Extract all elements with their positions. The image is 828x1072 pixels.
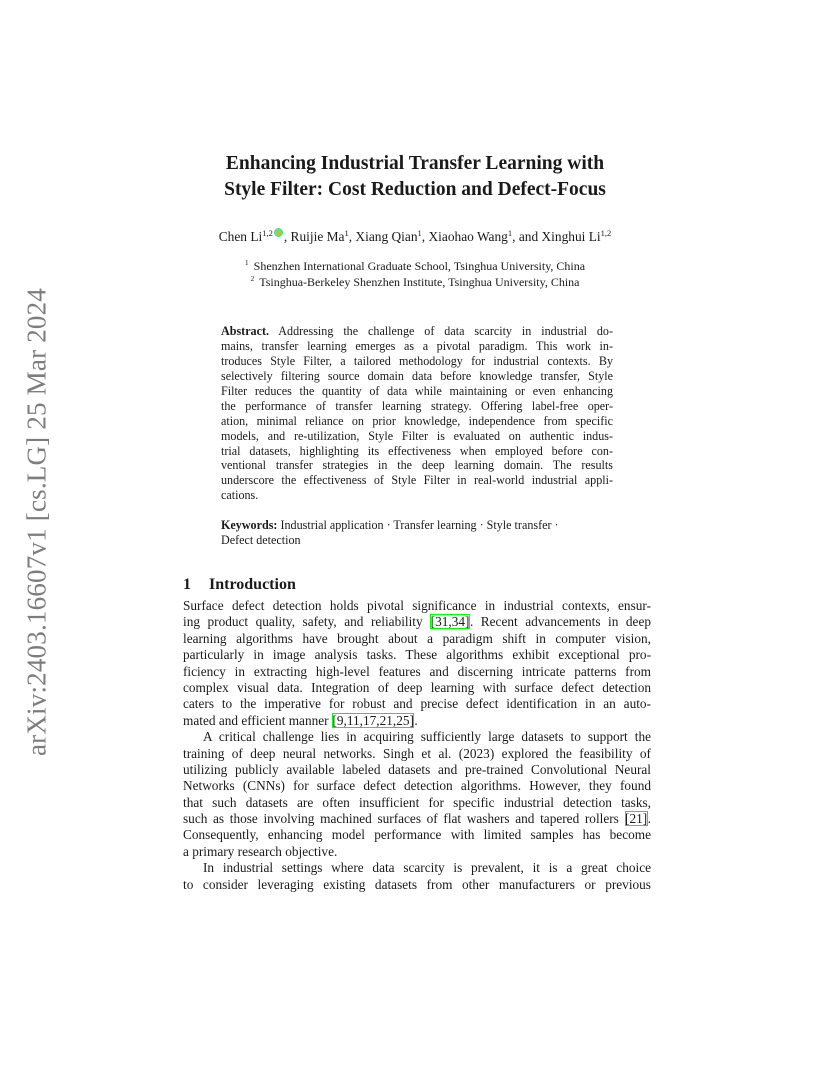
orcid-icon[interactable] — [274, 228, 283, 237]
body-line: a primary research objective. — [183, 843, 338, 859]
section-number: 1 — [183, 576, 191, 593]
body-line — [183, 811, 651, 827]
abstract-line: trial datasets, highlighting its effectiveness when employed before con- — [221, 443, 613, 458]
body-text-run: . Recent advancements in deep — [469, 614, 651, 630]
body-line: ficiency in extracting high-level features and discerning intricate patterns from — [183, 663, 651, 679]
author-affil-mark: 1,2 — [262, 228, 273, 238]
body-line — [183, 614, 651, 630]
abstract-line: mains, transfer learning emerges as a pivotal paradigm. This work in- — [221, 338, 613, 353]
body-text-run: ing product quality, safety, and reliability — [183, 614, 431, 630]
keywords — [221, 518, 613, 548]
keywords-line: Defect detection — [221, 533, 301, 547]
body-line: caters to the imperative for robust and precise defect identification in an auto- — [183, 696, 651, 712]
author-affil-mark: 1 — [417, 228, 422, 238]
affiliation-mark: 1 — [244, 258, 249, 267]
citation-link[interactable]: [9,11,17,21,25] — [332, 712, 414, 728]
abstract — [221, 324, 613, 503]
keywords-line — [221, 518, 613, 533]
affiliation-2 — [120, 275, 710, 291]
body-text-run: such as those involving machined surfaces of flat washers and tapered rollers — [183, 811, 625, 827]
affiliations — [120, 259, 710, 290]
abstract-line: ventional transfer strategies in the deep learning domain. The results — [221, 458, 613, 473]
body-line: complex visual data. Integration of deep learning with surface defect detection — [183, 679, 651, 695]
affiliation-1 — [120, 259, 710, 275]
author-affil-mark: 1 — [344, 228, 349, 238]
body-text-run: mated and efficient manner — [183, 712, 332, 728]
body-text-run: . — [647, 811, 651, 827]
author-name: , Ruijie Ma — [283, 229, 345, 244]
citation-link[interactable]: [31,34] — [430, 614, 470, 630]
abstract-text: Addressing the challenge of data scarcity in industrial do- — [269, 324, 613, 338]
body-line: particularly in image analysis tasks. These algorithms exhibit exceptional pro- — [183, 647, 651, 663]
title-line-1: Enhancing Industrial Transfer Learning with — [225, 153, 605, 174]
author-name: , and Xinghui Li — [512, 229, 601, 244]
abstract-line: selectively filtering source domain data before knowledge transfer, Style — [221, 368, 613, 383]
body-line: Networks (CNNs) for surface defect detection algorithms. However, they found — [183, 778, 651, 794]
body-line: Surface defect detection holds pivotal significance in industrial contexts, ensur- — [183, 598, 651, 613]
paper-title — [120, 151, 710, 203]
body-text — [183, 598, 651, 893]
author-name: , Xiang Qian — [348, 229, 418, 244]
section-heading — [183, 576, 296, 594]
affiliation-text: Tsinghua-Berkeley Shenzhen Institute, Tsinghua University, China — [259, 274, 580, 289]
abstract-label: Abstract. — [221, 324, 270, 338]
affiliation-mark: 2 — [250, 273, 255, 283]
abstract-line: models, and re-utilization, Style Filter is evaluated on authentic indus- — [221, 428, 613, 443]
citation-link[interactable]: [21] — [625, 811, 648, 827]
keywords-label: Keywords: — [221, 518, 278, 532]
body-line: utilizing publicly available labeled datasets and pre-trained Convolutional Neural — [183, 761, 651, 777]
body-line: Consequently, enhancing model performance with limited samples has become — [183, 827, 651, 843]
title-line-2: Style Filter: Cost Reduction and Defect-Focus — [224, 179, 606, 200]
body-line: A critical challenge lies in acquiring sufficiently large datasets to support the — [203, 729, 651, 745]
affiliation-text: Shenzhen International Graduate School, Tsinghua University, China — [253, 259, 586, 273]
author-list — [120, 228, 710, 246]
body-line — [183, 713, 651, 729]
section-title: Introduction — [209, 576, 296, 593]
author-name: , Xiaohao Wang — [421, 229, 508, 244]
abstract-line: the performance of transfer learning strategy. Offering label-free oper- — [221, 398, 613, 413]
author-affil-mark: 1 — [507, 228, 513, 238]
body-line: learning algorithms have brought about a paradigm shift in computer vision, — [183, 630, 651, 646]
body-line: to consider leveraging existing datasets from other manufacturers or previous — [183, 876, 651, 892]
body-line: In industrial settings where data scarcity is prevalent, it is a great choice — [203, 860, 651, 876]
abstract-line: Filter reduces the quantity of data while maintaining or even enhancing — [221, 383, 613, 398]
body-text-run: . — [414, 712, 418, 728]
body-line: that such datasets are often insufficient for specific industrial detection tasks, — [183, 794, 651, 810]
arxiv-side-stamp — [22, 282, 52, 762]
author-affil-mark: 1,2 — [600, 228, 612, 238]
abstract-line: troduces Style Filter, a tailored methodology for industrial contexts. By — [221, 353, 613, 368]
abstract-line: cations. — [221, 488, 259, 503]
keywords-text: Industrial application · Transfer learning · Style transfer · — [277, 518, 559, 532]
abstract-line — [221, 324, 613, 339]
abstract-line: underscore the effectiveness of Style Filter in real-world industrial appli- — [221, 473, 613, 488]
abstract-line: ation, minimal reliance on prior knowledge, independence from specific — [221, 413, 613, 428]
body-line: training of deep neural networks. Singh et al. (2023) explored the feasibility of — [183, 745, 651, 761]
arxiv-identifier: arXiv:2403.16607v1 [cs.LG] 25 Mar 2024 — [21, 287, 52, 757]
author-name: Chen Li — [218, 229, 263, 244]
